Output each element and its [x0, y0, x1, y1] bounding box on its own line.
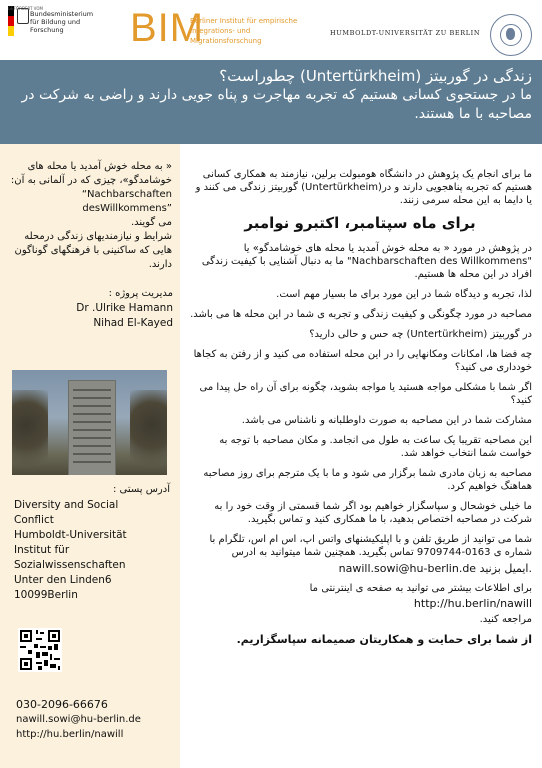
main-content [188, 168, 532, 653]
paragraph: ما خیلی خوشحال و سپاسگزار خواهیم بود اگر شما قسمتی از وقت خود را به شرکت در مصاحبه اختصاص بدهید، با ما همکاری کنید و تماس بگیرید. [214, 501, 532, 525]
project-management [7, 286, 173, 331]
bim-logo: BIM [130, 6, 205, 50]
mgmt-label: مدیریت پروژه : [108, 288, 173, 299]
ministry-logo [8, 6, 94, 54]
address-label: آدرس پستی : [112, 484, 170, 495]
tree-shape [130, 390, 167, 475]
paragraph: مشارکت شما در این مصاحبه به صورت داوطلبانه و ناشناس می باشد. [241, 415, 532, 426]
mgmt-name-1: Dr .Ulrike Hamann [76, 302, 173, 314]
building-photo [12, 370, 167, 475]
title-banner [0, 60, 542, 144]
tree-shape [12, 390, 48, 475]
paragraph: چه فضا ها، امکانات ومکانهایی را در این محله استفاده می کنید و از رفتن به کجاها خودداری می کنید؟ [193, 349, 532, 373]
sidebar-definition [7, 160, 172, 272]
mgmt-name-2: Nihad El-Kayed [93, 317, 173, 329]
website-link[interactable]: http://hu.berlin/nawill [16, 729, 124, 740]
address-line: Sozialwissenschaften [14, 559, 126, 571]
thanks-line: از شما برای حمایت و همکاریتان صمیمانه سپاسگزاریم. [236, 633, 532, 646]
period-heading: برای ماه سپتامبر، اکتبرو نوامبر [244, 214, 476, 232]
address-line: Unter den Linden6 [14, 574, 112, 586]
definition-german: “Nachbarschaften desWillkommens” [81, 189, 172, 214]
title-line2: ما در جستجوی کسانی هستیم که تجربه مهاجرت و پناه جویی دارند و راضی به شرکت در مصاحبه با ما هستند. [21, 87, 532, 122]
paragraph: مصاحبه به زبان مادری شما برگزار می شود و ما با یک مترجم برای روز مصاحبه هماهنگ خواهیم کرد. [203, 468, 532, 492]
hu-name: HUMBOLDT-UNIVERSITÄT ZU BERLIN [330, 29, 481, 37]
paragraph: مصاحبه در مورد چگونگی و کیفیت زندگی و تجربه ی شما در این محله ها می باشد. [190, 309, 532, 320]
ministry-tiny: GEFÖRDERT VOM [8, 6, 43, 11]
url-line[interactable]: http://hu.berlin/nawill [413, 597, 532, 610]
title-line1: زندگی در گوربیتز (Untertürkheim) چطوراست؟ [219, 67, 532, 85]
hu-seal-icon [490, 14, 532, 56]
contact-info [16, 697, 176, 742]
address-line: 10099Berlin [14, 589, 78, 601]
paragraph: لذا، تجربه و دیدگاه شما در این مورد برای ما بسیار مهم است. [276, 289, 532, 300]
address-line: Institut für [14, 544, 70, 556]
bim-subtitle: Berliner Institut für empirische Integrations- und Migrationsforschung [190, 17, 298, 45]
definition-desc: شرایط و نیازمندیهای زندگی درمحله هایی که ساکنینی با فرهنگهای گوناگون دارند. [14, 231, 172, 270]
address-line: Diversity and Social [14, 499, 119, 511]
definition-text: « به محله خوش آمدید یا محله های خوشامدگو»، چیزی که در آلمانی به آن: [10, 161, 172, 186]
paragraph: در پژوهش در مورد « به محله خوش آمدید یا محله های خوشامدگو» یا "Nachbarschaften des Willkommens" ما به دنبال آشنایی با کیفیت زندگی افراد در این محله ها هستیم. [201, 243, 532, 280]
email-line[interactable]: nawill.sowi@hu-berlin.de ایمیل بزنید. [338, 562, 532, 575]
paragraph: این مصاحبه تقریبا یک ساعت به طول می انجامد. و مکان مصاحبه با توجه به خواست شما انتخاب خواهد شد. [219, 435, 532, 459]
paragraph: شما می توانید از طریق تلفن و با اپلیکیشنهای واتس اپ، اس ام اس، تلگرام با شماره ی 0163-9709744 تماس بگیرید. همچنین شما میتوانید به ادرس [209, 534, 532, 558]
ministry-name: Bundesministerium für Bildung und Forschung [30, 10, 94, 34]
paragraph: اگر شما با مشکلی مواجه هستید یا مواجه بشوید، چگونه برای آن راه حل پیدا می کنید؟ [199, 382, 532, 406]
address-line: Humboldt-Universität [14, 529, 127, 541]
postal-address [14, 498, 174, 603]
definition-say: می گویند. [130, 217, 172, 228]
header [0, 0, 542, 60]
paragraph: در گوربیتز (Untertürkheim) چه حس و حالی دارید؟ [309, 329, 532, 340]
address-line: Conflict [14, 514, 54, 526]
paragraph: برای اطلاعات بیشتر می توانید به صفحه ی اینترنتی ما [309, 583, 532, 594]
tower-shape [68, 380, 116, 475]
intro-paragraph: ما برای انجام یک پژوهش در دانشگاه هومبولت برلین، نیازمند به همکاری کسانی هستیم که تجربه پناهجویی دارند و در(Untertürkheim) گوربیتز زندگی می کنند و یا دایما به این محله سرمی زنند. [195, 169, 532, 206]
paragraph: مراجعه کنید. [479, 614, 532, 625]
qr-code-icon[interactable] [18, 628, 62, 672]
email-link[interactable]: nawill.sowi@hu-berlin.de [16, 714, 141, 725]
phone-number[interactable]: 030-2096-66676 [16, 698, 108, 711]
